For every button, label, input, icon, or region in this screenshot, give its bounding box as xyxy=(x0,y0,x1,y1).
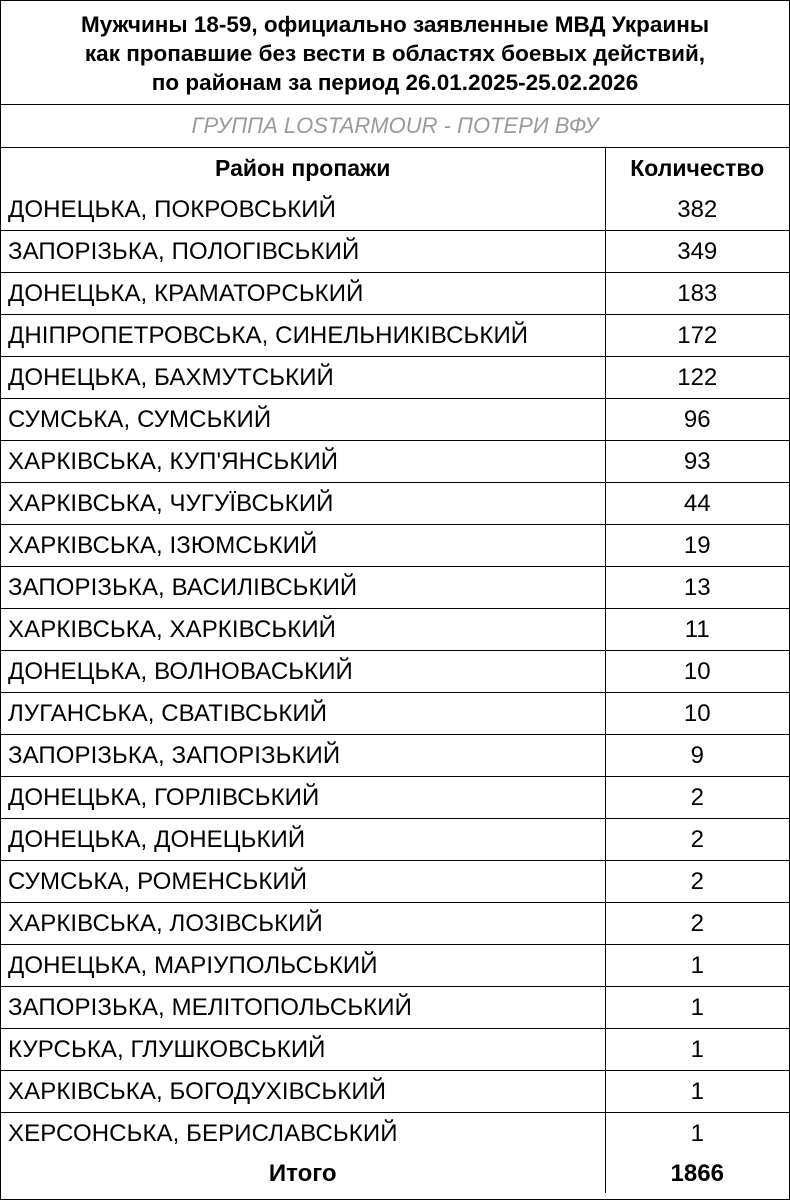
table-row xyxy=(1,651,789,693)
district-cell: ДОНЕЦЬКА, БАХМУТСЬКИЙ xyxy=(1,357,605,399)
table-row xyxy=(1,315,789,357)
header-row xyxy=(1,148,789,189)
count-cell: 13 xyxy=(605,567,789,609)
count-cell: 1 xyxy=(690,1119,704,1147)
count-cell: 382 xyxy=(605,189,789,231)
table-row xyxy=(1,1113,789,1155)
table-row xyxy=(1,525,789,567)
district-cell: ХАРКІВСЬКА, ІЗЮМСЬКИЙ xyxy=(1,525,605,567)
table-body xyxy=(1,189,789,1154)
count-cell: 2 xyxy=(605,819,789,861)
count-cell: 1 xyxy=(605,945,789,987)
district-cell: ДОНЕЦЬКА, ПОКРОВСЬКИЙ xyxy=(1,189,605,231)
district-cell: ЗАПОРІЗЬКА, МЕЛІТОПОЛЬСЬКИЙ xyxy=(1,987,605,1029)
title-line: по районам за период 26.01.2025-25.02.2026 xyxy=(151,70,639,95)
data-table xyxy=(1,148,789,1193)
district-cell: ДНІПРОПЕТРОВСЬКА, СИНЕЛЬНИКІВСЬКИЙ xyxy=(1,315,605,357)
count-cell: 1 xyxy=(605,1071,789,1113)
district-cell: ХАРКІВСЬКА, ЧУГУЇВСЬКИЙ xyxy=(1,483,605,525)
district-cell: СУМСЬКА, СУМСЬКИЙ xyxy=(1,399,605,441)
count-cell: 93 xyxy=(605,441,789,483)
table-row xyxy=(1,1029,789,1071)
district-cell: ЗАПОРІЗЬКА, ВАСИЛІВСЬКИЙ xyxy=(1,567,605,609)
count-cell: 122 xyxy=(605,357,789,399)
table-row xyxy=(1,735,789,777)
district-cell: ХАРКІВСЬКА, ХАРКІВСЬКИЙ xyxy=(1,609,605,651)
table-row xyxy=(1,1071,789,1113)
table-row xyxy=(1,819,789,861)
district-cell: ЗАПОРІЗЬКА, ЗАПОРІЗЬКИЙ xyxy=(1,735,605,777)
count-cell: 1 xyxy=(605,987,789,1029)
district-cell: ДОНЕЦЬКА, КРАМАТОРСЬКИЙ xyxy=(1,273,605,315)
count-cell: 2 xyxy=(605,777,789,819)
total-value: 1866 xyxy=(670,1159,724,1187)
table-title xyxy=(1,1,789,105)
table-row xyxy=(1,861,789,903)
table-row xyxy=(1,903,789,945)
title-line: Мужчины 18-59, официально заявленные МВД Украины xyxy=(80,12,710,37)
table-row xyxy=(1,189,789,231)
count-cell: 96 xyxy=(605,399,789,441)
table-row xyxy=(1,567,789,609)
table-subtitle: ГРУППА LOSTARMOUR - ПОТЕРИ ВФУ xyxy=(1,105,789,148)
district-cell: ХАРКІВСЬКА, КУП'ЯНСЬКИЙ xyxy=(1,441,605,483)
count-cell: 11 xyxy=(605,609,789,651)
district-cell: ЛУГАНСЬКА, СВАТІВСЬКИЙ xyxy=(1,693,605,735)
table-row xyxy=(1,777,789,819)
title-line: как пропавшие без вести в областях боевых действий, xyxy=(84,41,706,66)
district-cell: ДОНЕЦЬКА, ВОЛНОВАСЬКИЙ xyxy=(1,651,605,693)
table-row xyxy=(1,609,789,651)
count-cell: 9 xyxy=(605,735,789,777)
district-cell: ДОНЕЦЬКА, ГОРЛІВСЬКИЙ xyxy=(1,777,605,819)
district-cell: ХЕРСОНСЬКА, БЕРИСЛАВСЬКИЙ xyxy=(1,1113,605,1155)
district-cell: ЗАПОРІЗЬКА, ПОЛОГІВСЬКИЙ xyxy=(1,231,605,273)
column-header-count: Количество xyxy=(630,155,765,181)
table-row xyxy=(1,483,789,525)
district-cell: ДОНЕЦЬКА, ДОНЕЦЬКИЙ xyxy=(1,819,605,861)
column-header-district: Район пропажи xyxy=(1,148,605,189)
count-cell: 44 xyxy=(605,483,789,525)
district-cell: ДОНЕЦЬКА, МАРІУПОЛЬСЬКИЙ xyxy=(1,945,605,987)
district-cell: СУМСЬКА, РОМЕНСЬКИЙ xyxy=(1,861,605,903)
count-cell: 183 xyxy=(605,273,789,315)
table-row xyxy=(1,357,789,399)
count-cell: 1 xyxy=(605,1029,789,1071)
count-cell: 10 xyxy=(605,651,789,693)
count-cell: 349 xyxy=(605,231,789,273)
count-cell: 172 xyxy=(605,315,789,357)
district-cell: ХАРКІВСЬКА, ЛОЗІВСЬКИЙ xyxy=(1,903,605,945)
district-cell: КУРСЬКА, ГЛУШКОВСЬКИЙ xyxy=(1,1029,605,1071)
count-cell: 19 xyxy=(605,525,789,567)
total-label: Итого xyxy=(1,1154,605,1193)
table-row xyxy=(1,399,789,441)
district-cell: ХАРКІВСЬКА, БОГОДУХІВСЬКИЙ xyxy=(1,1071,605,1113)
table-row xyxy=(1,273,789,315)
table-row xyxy=(1,693,789,735)
table-row xyxy=(1,945,789,987)
count-cell: 2 xyxy=(605,861,789,903)
count-cell: 2 xyxy=(605,903,789,945)
table-row xyxy=(1,231,789,273)
table-row xyxy=(1,987,789,1029)
count-cell: 10 xyxy=(605,693,789,735)
table-row xyxy=(1,441,789,483)
total-row xyxy=(1,1154,789,1193)
